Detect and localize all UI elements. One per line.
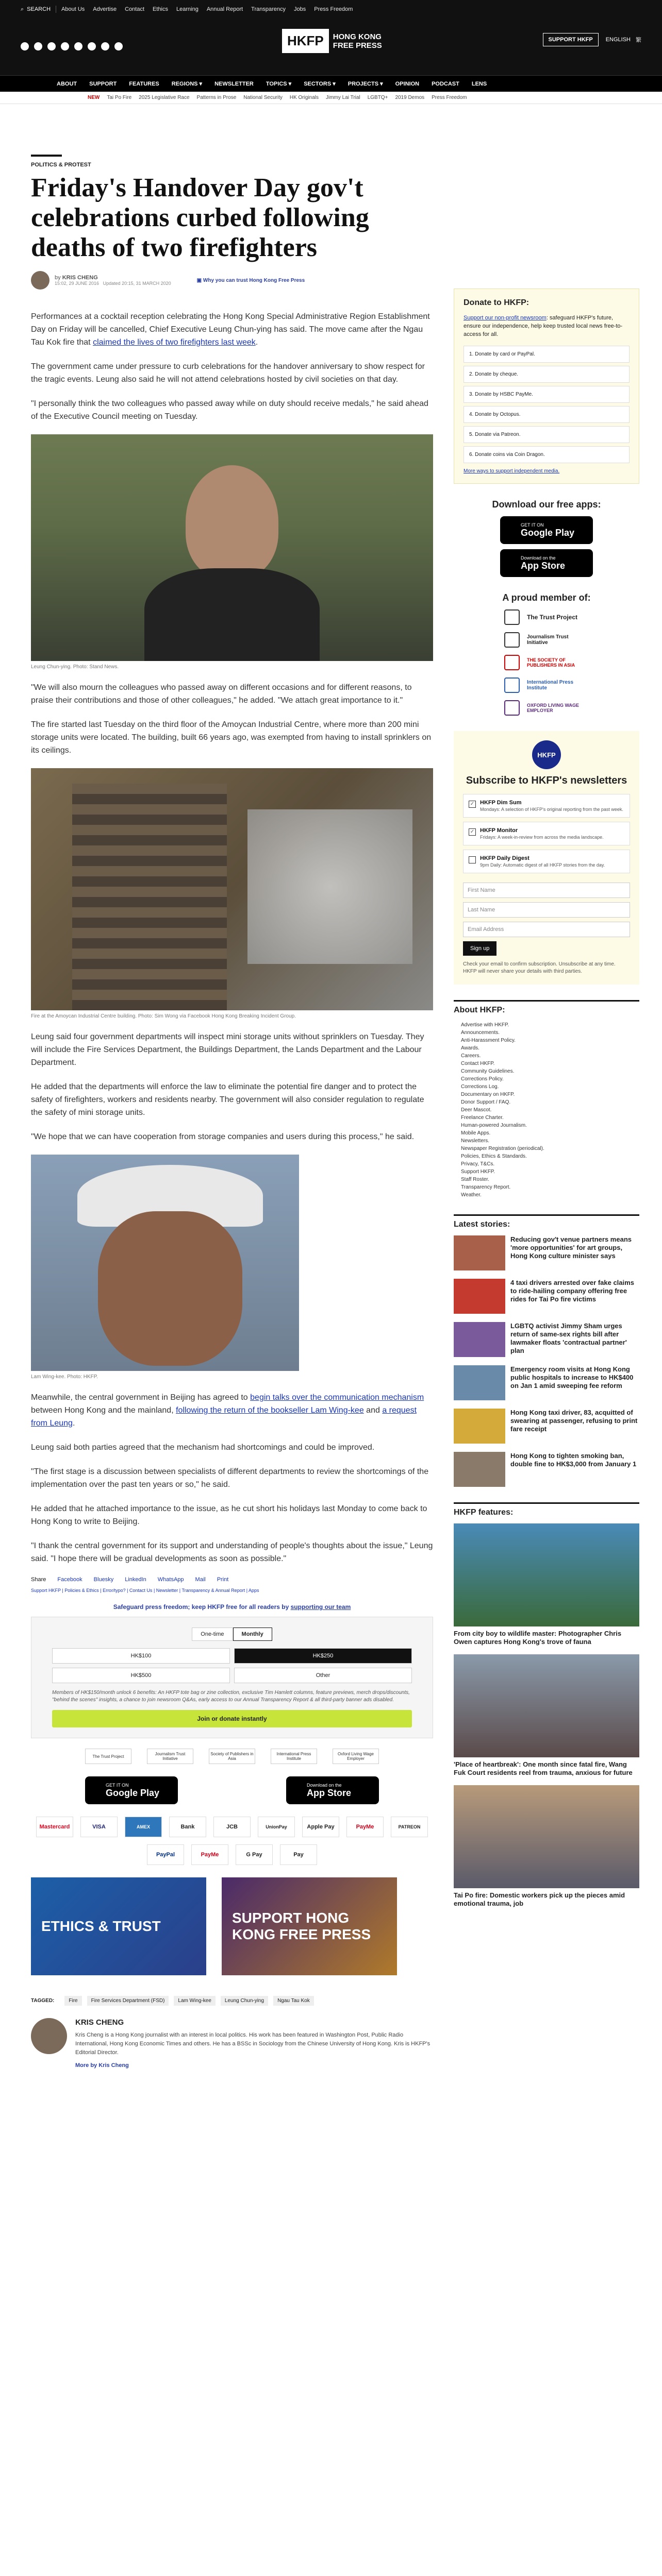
paragraph: The government came under pressure to curb celebrations for the handover anniversary to show respect for the tragic events. Leung also said he will not attend celebrations hosted by civil societies on that day. xyxy=(31,362,425,384)
feature-item[interactable]: Tai Po fire: Domestic workers pick up the pieces amid emotional trauma, job xyxy=(454,1785,639,1908)
apple-pay-icon: Pay xyxy=(280,1844,317,1865)
paragraph: He added that the departments will enforce the law to eliminate the potential fire danger and to protect the safety of firefighters, workers and residents nearby. The government will also consider regulation to regulate the safety of mini storage units. xyxy=(31,1082,424,1117)
support-hkfp-banner[interactable]: SUPPORT HONG KONG FREE PRESS xyxy=(222,1877,397,1975)
tag[interactable]: Lam Wing-kee xyxy=(174,1996,215,2006)
paragraph: "The first stage is a discussion between specialists of different departments to review the shortcomings of the implementation over the past ten years or so," he said. xyxy=(31,1467,429,1489)
bio-name[interactable]: KRIS CHENG xyxy=(75,2018,124,2027)
portrait-face xyxy=(186,465,278,579)
membership-note: Members of HK$150/month unlock 6 benefits: An HKFP tote bag or zine collection, exclusive Tim Hamlett columns, feature previews, merch drops/discounts, "behind the scenes" insights, a chance to join newsroom Q&As, early access to our Annual Transparency Report & all third-party banner ads disabled. xyxy=(52,1690,410,1703)
about-link[interactable]: Weather. xyxy=(461,1192,482,1198)
amount-100[interactable]: HK$100 xyxy=(52,1648,230,1664)
top-link-transparency[interactable]: Transparency xyxy=(251,6,286,12)
story-thumbnail xyxy=(454,1452,505,1487)
top-utility-bar xyxy=(0,0,662,19)
subnav-item[interactable]: Tai Po Fire xyxy=(107,95,132,100)
paragraph: Leung said four government departments will inspect mini storage units without sprinklers on Tuesday. They will include the Fire Services Department, the Buildings Department, the Lands Department and the Labour Department. xyxy=(31,1032,424,1067)
amount-250[interactable]: HK$250 xyxy=(234,1648,412,1664)
apple-pay-icon: Apple Pay xyxy=(302,1817,339,1837)
subnav-item[interactable]: HK Originals xyxy=(289,95,319,100)
feature-item[interactable]: 'Place of heartbreak': One month since fatal fire, Wang Fuk Court residents reel from trauma, anxious for future xyxy=(454,1654,639,1777)
facebook-icon[interactable] xyxy=(21,42,29,50)
share-label: Share xyxy=(31,1577,46,1583)
building-facade xyxy=(72,784,227,1010)
apps-title: Download our free apps: xyxy=(492,499,601,510)
about-link[interactable]: Human-powered Journalism. xyxy=(461,1123,527,1128)
top-link-advertise[interactable]: Advertise xyxy=(93,6,117,12)
portrait-suit xyxy=(144,568,320,661)
threads-icon[interactable] xyxy=(61,42,69,50)
about-link[interactable]: Staff Roster. xyxy=(461,1177,489,1182)
author-avatar[interactable] xyxy=(31,2018,67,2054)
top-link-contact[interactable]: Contact xyxy=(125,6,145,12)
language-chinese-link[interactable]: 繁 xyxy=(636,37,641,43)
share-whatsapp[interactable]: WhatsApp xyxy=(157,1577,184,1583)
checkbox[interactable] xyxy=(469,856,476,863)
donate-headline: Safeguard press freedom; keep HKFP free for all readers by supporting our team xyxy=(113,1603,351,1611)
member-title: A proud member of: xyxy=(502,592,591,603)
google-play-button[interactable]: GET IT ON Google Play xyxy=(500,516,593,544)
tab-monthly[interactable]: Monthly xyxy=(233,1628,272,1641)
about-link[interactable]: Community Guidelines. xyxy=(461,1069,515,1074)
nav-about[interactable]: ABOUT xyxy=(57,80,77,87)
paragraph: Leung said both parties agreed that the mechanism had shortcomings and could be improved. xyxy=(31,1443,375,1452)
email-field[interactable]: Email Address xyxy=(463,922,630,937)
visa-icon: VISA xyxy=(80,1817,118,1837)
badge-sopa[interactable]: Society of Publishers in Asia xyxy=(209,1749,255,1764)
donate-option[interactable]: 2. Donate by cheque. xyxy=(464,366,630,383)
share-linkedin[interactable]: LinkedIn xyxy=(125,1577,146,1583)
tag[interactable]: Ngau Tau Kok xyxy=(273,1996,314,2006)
story-thumbnail xyxy=(454,1279,505,1314)
newsletter-note: Check your email to confirm subscription. Unsubscribe at any time. HKFP will never share your details with third parties. xyxy=(463,961,616,974)
latest-title: Latest stories: xyxy=(454,1214,639,1229)
inline-link[interactable]: following the return of the bookseller Lam Wing-kee xyxy=(176,1406,364,1415)
story-thumbnail xyxy=(454,1409,505,1444)
support-hkfp-button[interactable]: SUPPORT HKFP xyxy=(543,33,599,46)
logo-mark: HKFP xyxy=(282,29,329,53)
paragraph: He added that he attached importance to the issue, as he cut short his holidays last Monday to come back to Hong Kong to write to Beijing. xyxy=(31,1504,427,1526)
share-mail[interactable]: Mail xyxy=(195,1577,206,1583)
sidebar-app-buttons xyxy=(454,516,639,577)
photo-caption: Lam Wing-kee. Photo: HKFP. xyxy=(31,1374,98,1380)
newsletter-option-digest[interactable]: HKFP Daily Digest 9pm Daily: Automatic digest of all HKFP stories from the day. xyxy=(463,850,630,873)
tiktok-icon[interactable] xyxy=(114,42,123,50)
photo-leung-chun-ying xyxy=(31,434,433,661)
youtube-icon[interactable] xyxy=(101,42,109,50)
nav-lens[interactable]: LENS xyxy=(471,80,487,87)
donate-intro: Support our non-profit newsroom: safeguard HKFP's future, ensure our independence, help keep trusted local news free-to-access for all. xyxy=(464,315,623,337)
x-icon[interactable] xyxy=(34,42,42,50)
donate-panel xyxy=(454,289,639,484)
about-links xyxy=(454,1021,639,1199)
amount-other[interactable]: Other xyxy=(234,1668,412,1683)
badge-jti[interactable]: Journalism Trust Initiative xyxy=(147,1749,193,1764)
feature-image xyxy=(454,1654,639,1757)
author-name[interactable]: KRIS CHENG xyxy=(62,275,98,281)
mastercard-icon: Mastercard xyxy=(36,1817,73,1837)
member-trust-project[interactable]: The Trust Project xyxy=(454,609,639,625)
share-facebook[interactable]: Facebook xyxy=(57,1577,82,1583)
main-nav xyxy=(0,75,662,92)
nav-topics[interactable]: TOPICS ▾ xyxy=(266,81,292,87)
photo-caption: Fire at the Amoycan Industrial Centre building. Photo: Sim Wong via Facebook Hong Kong Breaking Incident Group. xyxy=(31,1013,296,1019)
tag[interactable]: Fire xyxy=(64,1996,81,2006)
about-link[interactable]: Anti-Harassment Policy. xyxy=(461,1038,516,1043)
search-icon[interactable]: ⌕ xyxy=(21,6,24,12)
checkbox[interactable]: ✓ xyxy=(469,828,476,836)
paragraph: "I thank the central government for its support and understanding of people's thoughts about the issue," Leung said. "I hope there will be gradual developments as soon as possible." xyxy=(31,1541,433,1563)
jti-icon xyxy=(504,632,520,648)
photo-lam-wing-kee xyxy=(31,1155,299,1371)
payme-icon: PayMe xyxy=(191,1844,228,1865)
story-item[interactable]: Hong Kong to tighten smoking ban, double fine to HK$3,000 from January 1 xyxy=(454,1452,639,1487)
app-store-buttons xyxy=(31,1776,433,1804)
nav-projects[interactable]: PROJECTS ▾ xyxy=(347,81,383,87)
google-play-button[interactable]: GET IT ON Google Play xyxy=(85,1776,178,1804)
about-link[interactable]: Mobile Apps. xyxy=(461,1130,491,1136)
last-name-field[interactable]: Last Name xyxy=(463,902,630,918)
article xyxy=(31,155,433,2069)
story-thumbnail xyxy=(454,1365,505,1400)
inline-link[interactable]: a request from Leung xyxy=(31,1406,417,1428)
updated-date: Updated 20:15, 31 MARCH 2020 xyxy=(103,281,171,286)
feature-image xyxy=(454,1785,639,1888)
hkfp-logo-icon: HKFP xyxy=(532,740,561,769)
author-avatar[interactable] xyxy=(31,271,49,290)
about-link[interactable]: Support HKFP. xyxy=(461,1169,495,1175)
about-link[interactable]: Donor Support / FAQ. xyxy=(461,1099,511,1105)
app-store-button[interactable]: Download on the App Store xyxy=(500,549,593,577)
ipi-icon xyxy=(504,677,520,693)
sopa-icon xyxy=(504,655,520,670)
support-link[interactable]: Support our non-profit newsroom xyxy=(464,315,547,321)
tab-one-time[interactable]: One-time xyxy=(192,1628,233,1641)
patreon-icon: PATREON xyxy=(391,1817,428,1837)
app-store-button[interactable]: Download on the App Store xyxy=(286,1776,379,1804)
subnav-item[interactable]: Press Freedom xyxy=(432,95,467,100)
story-thumbnail xyxy=(454,1235,505,1270)
paragraph: Meanwhile, the central government in Beijing has agreed to begin talks over the communication mechanism between Hong Kong and the mainland, following the return of the bookseller Lam Wing-kee and a request from Leung. xyxy=(31,1393,424,1428)
donate-option[interactable]: 1. Donate by card or PayPal. xyxy=(464,346,630,363)
paragraph: "We will also mourn the colleagues who passed away on different occasions and for different reasons, to praise their contributions and those of other colleagues," he added. "We attach great importance to it." xyxy=(31,683,412,705)
bank-icon: Bank xyxy=(169,1817,206,1837)
footer-links[interactable]: Support HKFP | Policies & Ethics | Error/typo? | Contact Us | Newsletter | Transparency & Annual Report | Apps xyxy=(31,1588,259,1593)
about-link[interactable]: Transparency Report. xyxy=(461,1184,511,1190)
tag[interactable]: Fire Services Department (FSD) xyxy=(87,1996,169,2006)
top-link-press-freedom[interactable]: Press Freedom xyxy=(314,6,353,12)
nav-regions[interactable]: REGIONS ▾ xyxy=(171,81,203,87)
about-link[interactable]: Announcements. xyxy=(461,1030,500,1036)
about-link[interactable]: Contact HKFP. xyxy=(461,1061,495,1066)
nav-podcast[interactable]: PODCAST xyxy=(432,80,459,87)
support-team-link[interactable]: supporting our team xyxy=(290,1603,351,1611)
story-item[interactable]: Hong Kong taxi driver, 83, acquitted of swearing at passenger, refusing to print fare receipt xyxy=(454,1409,639,1444)
bio-text: Kris Cheng is a Hong Kong journalist with an interest in local politics. His work has been featured in Washington Post, Public Radio International, Hong Kong Economic Times and others. He has a BSSc in Sociology from the Chinese University of Hong Kong. Kris is HKFP's Editorial Director. xyxy=(75,2032,431,2056)
amex-icon: AMEX xyxy=(125,1817,162,1837)
portrait-face xyxy=(98,1211,242,1366)
inline-link[interactable]: claimed the lives of two firefighters last week xyxy=(93,338,256,347)
site-logo[interactable] xyxy=(282,29,382,53)
payme-icon: PayMe xyxy=(346,1817,384,1837)
nav-features[interactable]: FEATURES xyxy=(129,80,159,87)
more-by-author-link[interactable]: More by Kris Cheng xyxy=(75,2062,129,2069)
author-prefix: by xyxy=(55,275,61,281)
about-link[interactable]: Advertise with HKFP. xyxy=(461,1022,509,1028)
about-link[interactable]: Privacy, T&Cs. xyxy=(461,1161,495,1167)
member-living-wage[interactable]: OXFORD LIVING WAGE EMPLOYER xyxy=(454,700,639,716)
donate-title: Donate to HKFP: xyxy=(464,298,529,307)
story-item[interactable]: Emergency room visits at Hong Kong public hospitals to increase to HK$400 on Jan 1 amid sweeping fee reform xyxy=(454,1365,639,1400)
sidebar xyxy=(454,289,639,1916)
tag[interactable]: Leung Chun-ying xyxy=(221,1996,268,2006)
article-category[interactable]: POLITICS & PROTEST xyxy=(31,155,62,168)
about-title: About HKFP: xyxy=(454,1000,639,1015)
header-actions xyxy=(543,33,641,46)
subnav-item[interactable]: LGBTQ+ xyxy=(367,95,388,100)
living-wage-icon xyxy=(504,700,520,716)
about-link[interactable]: Newspaper Registration (periodical). xyxy=(461,1146,544,1151)
instagram-icon[interactable] xyxy=(47,42,56,50)
donate-widget xyxy=(31,1617,433,1738)
top-link-learning[interactable]: Learning xyxy=(176,6,198,12)
member-list xyxy=(454,609,639,716)
top-link-jobs[interactable]: Jobs xyxy=(294,6,306,12)
top-link-annual-report[interactable]: Annual Report xyxy=(206,6,243,12)
logo-text: HONG KONG FREE PRESS xyxy=(333,32,382,50)
story-thumbnail xyxy=(454,1322,505,1357)
subnav-item[interactable]: National Security xyxy=(243,95,283,100)
about-link[interactable]: Corrections Log. xyxy=(461,1084,499,1090)
member-jti[interactable]: Journalism Trust Initiative xyxy=(454,632,639,648)
nav-newsletter[interactable]: NEWSLETTER xyxy=(214,80,254,87)
share-print[interactable]: Print xyxy=(217,1577,229,1583)
google-pay-icon: G Pay xyxy=(236,1844,273,1865)
about-link[interactable]: Documentary on HKFP. xyxy=(461,1092,515,1097)
paypal-icon: PayPal xyxy=(147,1844,184,1865)
photo-caption: Leung Chun-ying. Photo: Stand News. xyxy=(31,664,119,670)
paragraph: "We hope that we can have cooperation from storage companies and users during this process," he said. xyxy=(31,1132,415,1141)
tag-list xyxy=(31,1996,433,2006)
linkedin-icon[interactable] xyxy=(88,42,96,50)
trending-subnav xyxy=(0,92,662,104)
payment-methods xyxy=(31,1817,433,1865)
donate-options xyxy=(464,346,630,463)
ethics-trust-banner[interactable]: ETHICS & TRUST xyxy=(31,1877,206,1975)
nav-sectors[interactable]: SECTORS ▾ xyxy=(304,81,336,87)
paragraph: Performances at a cocktail reception celebrating the Hong Kong Special Administrative Region Establishment Day on Friday will be cancelled, Chief Executive Leung Chun-ying has said. The move came after the Ngau Tau Kok fire that claimed the lives of two firefighters last week. xyxy=(31,312,430,347)
photo-amoycan-fire xyxy=(31,768,433,1010)
site-header xyxy=(0,19,662,75)
about-link[interactable]: Newsletters. xyxy=(461,1138,490,1144)
member-sopa[interactable]: THE SOCIETY OF PUBLISHERS IN ASIA xyxy=(454,655,639,670)
subnav-item[interactable]: Patterns in Prose xyxy=(196,95,237,100)
bluesky-icon[interactable] xyxy=(74,42,82,50)
language-english-link[interactable]: ENGLISH xyxy=(605,37,631,43)
signup-button[interactable]: Sign up xyxy=(463,941,496,956)
more-ways-link[interactable]: More ways to support independent media. xyxy=(464,468,560,474)
story-item[interactable]: LGBTQ activist Jimmy Sham urges return of same-sex rights bill after lawmaker floats 'contractual partner' plan xyxy=(454,1322,639,1357)
features-title: HKFP features: xyxy=(454,1502,639,1517)
subnav-item[interactable]: 2025 Legislative Race xyxy=(139,95,190,100)
subnav-item[interactable]: Jimmy Lai Trial xyxy=(326,95,360,100)
trust-project-icon xyxy=(504,609,520,625)
trust-link[interactable]: ▣ Why you can trust Hong Kong Free Press xyxy=(196,277,305,283)
donate-option[interactable]: 3. Donate by HSBC PayMe. xyxy=(464,386,630,403)
feature-image xyxy=(454,1523,639,1626)
first-name-field[interactable]: First Name xyxy=(463,883,630,898)
smoke xyxy=(247,809,412,964)
new-badge: NEW xyxy=(88,95,100,100)
byline xyxy=(31,271,433,290)
nav-opinion[interactable]: OPINION xyxy=(395,80,420,87)
donate-option[interactable]: 6. Donate coins via Coin Dragon. xyxy=(464,446,630,463)
about-link[interactable]: Deer Mascot. xyxy=(461,1107,492,1113)
tagged-label: TAGGED: xyxy=(31,1998,55,2004)
subnav-item[interactable]: 2019 Demos xyxy=(395,95,425,100)
donate-tabs xyxy=(52,1628,412,1641)
jcb-icon: JCB xyxy=(213,1817,251,1837)
join-donate-button[interactable]: Join or donate instantly xyxy=(52,1710,412,1727)
member-badges xyxy=(31,1749,433,1764)
newsletter-option-monitor[interactable]: ✓ HKFP Monitor Fridays: A week-in-review from across the media landscape. xyxy=(463,822,630,845)
paragraph: "I personally think the two colleagues who passed away while on duty should receive medals," he said ahead of the Executive Council meeting on Tuesday. xyxy=(31,399,428,421)
feature-stories xyxy=(454,1523,639,1908)
search-link[interactable]: SEARCH xyxy=(27,6,51,12)
amount-options xyxy=(52,1648,412,1683)
badge-living-wage[interactable]: Oxford Living Wage Employer xyxy=(333,1749,379,1764)
share-bluesky[interactable]: Bluesky xyxy=(93,1577,114,1583)
top-link-about[interactable]: About Us xyxy=(61,6,85,12)
about-link[interactable]: Awards. xyxy=(461,1045,479,1051)
badge-trust-project[interactable]: The Trust Project xyxy=(85,1749,131,1764)
paragraph: The fire started last Tuesday on the third floor of the Amoycan Industrial Centre, where more than 200 mini storage units were located. The building, built 66 years ago, was exempted from having to install sprinklers on its ceilings. xyxy=(31,720,432,755)
newsletter-title: Subscribe to HKFP's newsletters xyxy=(466,775,627,786)
feature-item[interactable]: From city boy to wildlife master: Photographer Chris Owen captures Hong Kong's trove of fauna xyxy=(454,1523,639,1646)
donate-option[interactable]: 4. Donate by Octopus. xyxy=(464,406,630,423)
story-item[interactable]: Reducing gov't venue partners means 'more opportunities' for art groups, Hong Kong culture minister says xyxy=(454,1235,639,1270)
share-bar xyxy=(31,1577,433,1583)
promo-banners xyxy=(31,1877,433,1975)
author-bio xyxy=(31,2018,433,2069)
about-link[interactable]: Careers. xyxy=(461,1053,481,1059)
social-icons xyxy=(21,42,128,50)
publish-date: 15:02, 29 JUNE 2016 xyxy=(55,281,100,286)
member-ipi[interactable]: International Press Institute xyxy=(454,677,639,693)
amount-500[interactable]: HK$500 xyxy=(52,1668,230,1683)
about-link[interactable]: Freelance Charter. xyxy=(461,1115,504,1121)
story-item[interactable]: 4 taxi drivers arrested over fake claims to ride-hailing company offering free rides for Tai Po fire victims xyxy=(454,1279,639,1314)
newsletter-panel xyxy=(454,731,639,985)
inline-link[interactable]: begin talks over the communication mechanism xyxy=(250,1393,424,1402)
about-link[interactable]: Policies, Ethics & Standards. xyxy=(461,1154,527,1159)
top-link-ethics[interactable]: Ethics xyxy=(153,6,169,12)
donate-option[interactable]: 5. Donate via Patreon. xyxy=(464,426,630,443)
newsletter-option-dimsum[interactable]: ✓ HKFP Dim Sum Mondays: A selection of HKFP's original reporting from the past week. xyxy=(463,794,630,818)
about-link[interactable]: Corrections Policy. xyxy=(461,1076,504,1082)
badge-ipi[interactable]: International Press Institute xyxy=(271,1749,317,1764)
latest-stories xyxy=(454,1235,639,1487)
article-title: Friday's Handover Day gov't celebrations curbed following deaths of two firefighters xyxy=(31,173,369,262)
checkbox[interactable]: ✓ xyxy=(469,801,476,808)
nav-support[interactable]: SUPPORT xyxy=(89,80,117,87)
unionpay-icon: UnionPay xyxy=(258,1817,295,1837)
